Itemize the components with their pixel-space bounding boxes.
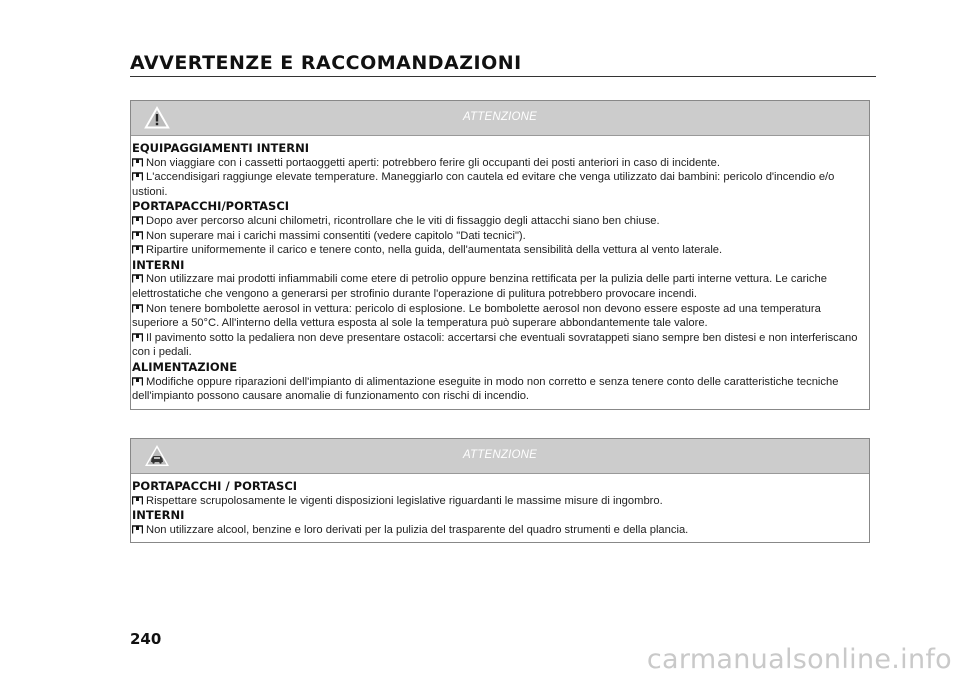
bullet-icon (132, 274, 143, 283)
bullet-icon (132, 525, 143, 534)
bullet-text: Non tenere bombolette aerosol in vettura: pericolo di esplosione. Le bombolette aerosol non devono essere esposte ad una temperatura superiore a 50°C. All'interno della vettura esposta al sole la temperatura può superare abbondantemente tale valore. (132, 302, 821, 330)
bullet-icon (132, 216, 143, 225)
section-heading: INTERNI (132, 257, 185, 272)
section-portapacchi (132, 479, 867, 508)
bullet-item (132, 523, 867, 538)
bullet-text: Rispettare scrupolosamente le vigenti disposizioni legislative riguardanti le massime misure di ingombro. (146, 494, 663, 507)
section-interni (132, 508, 867, 537)
bullet-text: Modifiche oppure riparazioni dell'impianto di alimentazione eseguite in modo non corretto e senza tenere conto delle caratteristiche tecniche dell'impianto possono causare anomalie di funzionamento con rischi di incendio. (132, 375, 839, 403)
section-heading: PORTAPACCHI / PORTASCI (132, 479, 298, 493)
bullet-icon (132, 158, 143, 167)
bullet-icon (132, 496, 143, 505)
bullet-text: Non utilizzare alcool, benzine e loro derivati per la pulizia del trasparente del quadro strumenti e della plancia. (146, 523, 689, 536)
bullet-text: Non viaggiare con i cassetti portaoggetti aperti: potrebbero ferire gli occupanti dei posti anteriori in caso di incidente. (146, 156, 720, 169)
bullet-item (132, 494, 867, 509)
page-number: 240 (130, 630, 162, 648)
section-portapacchi (132, 199, 867, 257)
warning-box-2 (130, 438, 870, 543)
bullet-icon (132, 304, 143, 313)
bullet-icon (132, 231, 143, 240)
bullet-item (132, 331, 867, 360)
section-interni (132, 258, 867, 360)
bullet-icon (132, 333, 143, 342)
page-title: AVVERTENZE E RACCOMANDAZIONI (130, 52, 522, 74)
bullet-item (132, 156, 867, 171)
warning-header (131, 439, 869, 474)
section-heading: PORTAPACCHI/PORTASCI (132, 199, 290, 214)
bullet-item (132, 375, 867, 404)
warning-body (131, 474, 869, 542)
bullet-icon (132, 172, 143, 181)
section-heading: ALIMENTAZIONE (132, 359, 238, 374)
warning-box-1 (130, 100, 870, 410)
bullet-item (132, 302, 867, 331)
warning-header (131, 101, 869, 136)
warning-label: ATTENZIONE (463, 111, 537, 123)
bullet-item (132, 272, 867, 301)
bullet-text: Dopo aver percorso alcuni chilometri, ricontrollare che le viti di fissaggio degli attacchi siano ben chiuse. (146, 214, 660, 227)
warning-body (131, 136, 869, 409)
section-equipaggiamenti (132, 141, 867, 199)
bullet-item (132, 170, 867, 199)
warning-label: ATTENZIONE (463, 449, 537, 461)
title-divider (130, 76, 876, 77)
watermark: carmanualsonline.info (646, 644, 952, 675)
bullet-text: Non utilizzare mai prodotti infiammabili come etere di petrolio oppure benzina rettificata per la pulizia delle parti interne vettura. Le cariche elettrostatiche che vengono a generarsi per strofinio durante l'operazione di pulitura potrebbero provocare incendi. (132, 273, 827, 300)
section-heading: EQUIPAGGIAMENTI INTERNI (132, 141, 309, 155)
section-alimentazione (132, 360, 867, 404)
bullet-icon (132, 245, 143, 254)
bullet-text: Il pavimento sotto la pedaliera non deve presentare ostacoli: accertarsi che eventuali sovratappeti siano sempre ben distesi e non interferiscano con i pedali. (132, 331, 858, 359)
bullet-item (132, 229, 867, 244)
section-heading: INTERNI (132, 508, 185, 523)
bullet-text: Non superare mai i carichi massimi consentiti (vedere capitolo "Dati tecnici"). (146, 229, 526, 242)
bullet-item (132, 243, 867, 258)
bullet-item (132, 214, 867, 229)
bullet-text: L'accendisigari raggiunge elevate temperature. Maneggiarlo con cautela ed evitare che venga utilizzato dai bambini: pericolo d'incendio e/o ustioni. (132, 171, 835, 198)
bullet-text: Ripartire uniformemente il carico e tenere conto, nella guida, dell'aumentata sensibilità della vettura al vento laterale. (146, 244, 723, 257)
bullet-icon (132, 377, 143, 386)
